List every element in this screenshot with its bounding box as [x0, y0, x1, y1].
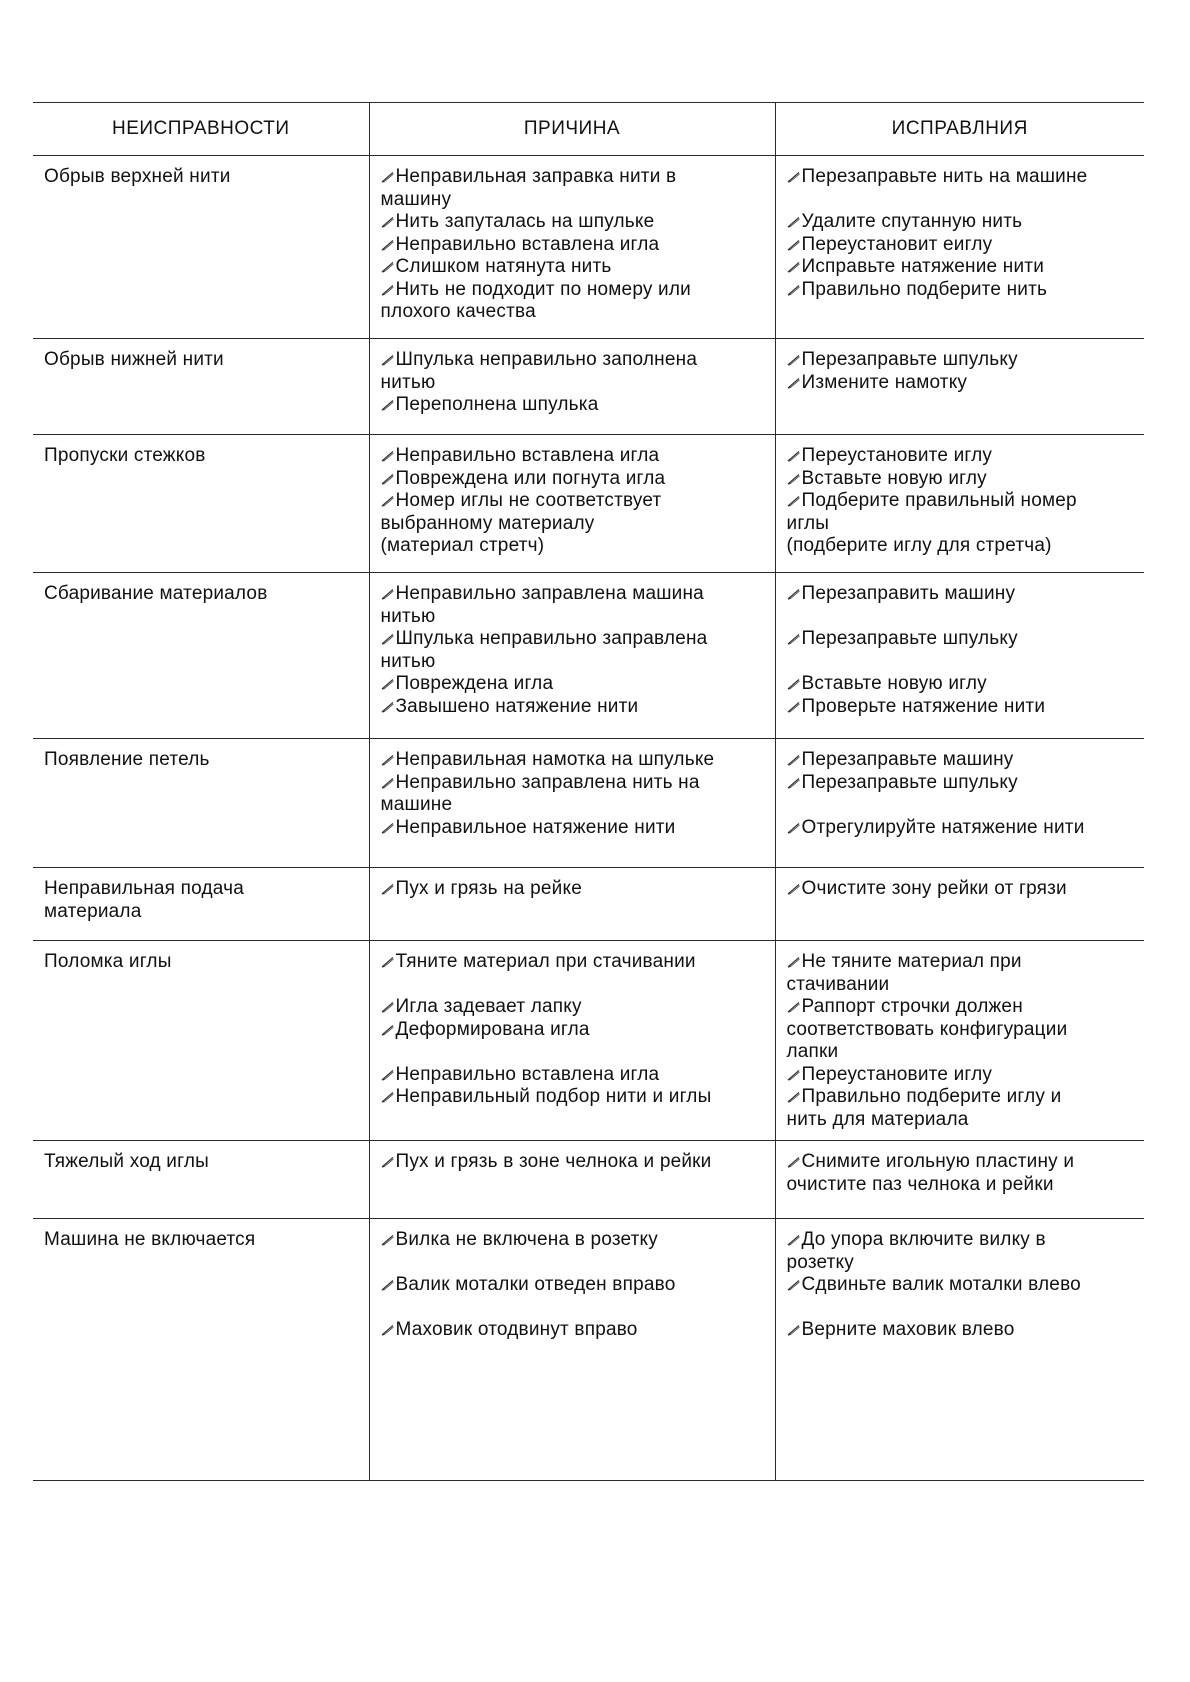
cause-line — [381, 1229, 767, 1252]
cause-text: Неправильная заправка нити в — [395, 166, 677, 187]
cause-text: Валик моталки отведен вправо — [395, 1274, 676, 1295]
cause-line — [381, 606, 767, 629]
fix-text: Вставьте новую иглу — [801, 673, 987, 694]
cause-line — [381, 513, 767, 536]
cause-cell — [369, 868, 775, 941]
problem-text: Обрыв нижней нити — [44, 349, 224, 370]
cause-line — [381, 772, 767, 795]
cause-line — [381, 1086, 767, 1109]
fix-line — [787, 1019, 1137, 1042]
pen-bullet-icon — [787, 239, 801, 251]
problem-cell — [33, 435, 369, 573]
fix-text: Перезаправьте шпульку — [801, 349, 1018, 370]
pen-bullet-icon — [381, 1234, 395, 1246]
pen-bullet-icon — [787, 1324, 801, 1336]
table-row — [33, 573, 1144, 739]
fix-line — [787, 513, 1137, 536]
pen-bullet-icon — [787, 284, 801, 296]
pen-bullet-icon — [787, 495, 801, 507]
cause-text: Шпулька неправильно заполнена — [395, 349, 698, 370]
pen-bullet-icon — [381, 171, 395, 183]
pen-bullet-icon — [381, 754, 395, 766]
pen-bullet-icon — [381, 1069, 395, 1081]
fix-cell — [775, 339, 1144, 435]
fix-text: Не тяните материал при — [801, 951, 1022, 972]
pen-bullet-icon — [787, 473, 801, 485]
troubleshooting-table — [33, 102, 1144, 1481]
cause-line — [381, 878, 767, 901]
pen-bullet-icon — [381, 777, 395, 789]
cause-line — [381, 1151, 767, 1174]
pen-bullet-icon — [381, 956, 395, 968]
cause-line — [381, 1064, 767, 1087]
pen-bullet-icon — [787, 822, 801, 834]
fix-line — [787, 279, 1137, 302]
table-row — [33, 1219, 1144, 1481]
pen-bullet-icon — [381, 261, 395, 273]
fix-line — [787, 749, 1137, 772]
cause-text: Нить запуталась на шпульке — [395, 211, 655, 232]
pen-bullet-icon — [787, 956, 801, 968]
cause-line — [381, 951, 767, 974]
cause-cell — [369, 435, 775, 573]
cause-text: Неправильно заправлена нить на — [395, 771, 700, 793]
fix-line — [787, 1174, 1137, 1197]
fix-text: иглы — [786, 512, 830, 534]
fix-cell — [775, 1219, 1144, 1481]
cause-line — [381, 211, 767, 234]
spacer — [381, 1252, 767, 1275]
fix-text: Перезаправьте машину — [801, 749, 1014, 770]
cause-text: Деформирована игла — [395, 1018, 590, 1040]
cause-text: (материал стретч) — [380, 535, 545, 556]
cause-text: Тяните материал при стачивании — [395, 951, 696, 972]
problem-text: материала — [44, 900, 142, 922]
cause-text: Повреждена или погнута игла — [395, 467, 666, 489]
fix-line — [787, 673, 1137, 696]
fix-line — [787, 878, 1137, 901]
cause-line — [381, 1019, 767, 1042]
pen-bullet-icon — [787, 1234, 801, 1246]
problem-cell — [33, 868, 369, 941]
pen-bullet-icon — [381, 701, 395, 713]
cause-cell — [369, 1141, 775, 1219]
fix-cell — [775, 1141, 1144, 1219]
pen-bullet-icon — [381, 284, 395, 296]
fix-text: Сдвиньте валик моталки влево — [801, 1274, 1081, 1295]
problem-cell — [33, 156, 369, 339]
cause-text: Пух и грязь на рейке — [395, 878, 582, 899]
spacer — [787, 606, 1137, 629]
spacer — [787, 1297, 1137, 1320]
cause-line — [381, 468, 767, 491]
pen-bullet-icon — [381, 1001, 395, 1013]
header-problems: НЕИСПРАВНОСТИ — [33, 103, 369, 156]
table-row — [33, 868, 1144, 941]
table-row — [33, 435, 1144, 573]
cause-text: Слишком натянута нить — [395, 256, 612, 277]
fix-cell — [775, 435, 1144, 573]
fix-line — [787, 951, 1137, 974]
fix-line — [787, 256, 1137, 279]
fix-text: Перезаправьте шпульку — [801, 771, 1018, 793]
fix-line — [787, 772, 1137, 795]
cause-line — [381, 794, 767, 817]
pen-bullet-icon — [381, 1279, 395, 1291]
table-row — [33, 156, 1144, 339]
fix-line — [787, 996, 1137, 1019]
problem-text: Появление петель — [44, 749, 210, 770]
cause-line — [381, 1274, 767, 1297]
problem-text: Машина не включается — [44, 1229, 256, 1250]
fix-line — [787, 211, 1137, 234]
fix-line — [787, 1252, 1137, 1275]
problem-text: Обрыв верхней нити — [44, 166, 231, 187]
cause-line — [381, 490, 767, 513]
cause-line — [381, 673, 767, 696]
problem-cell — [33, 739, 369, 868]
cause-line — [381, 256, 767, 279]
spacer — [787, 651, 1137, 674]
pen-bullet-icon — [787, 678, 801, 690]
cause-line — [381, 651, 767, 674]
table-row — [33, 1141, 1144, 1219]
pen-bullet-icon — [381, 450, 395, 462]
spacer — [381, 1297, 767, 1320]
cause-cell — [369, 1219, 775, 1481]
spacer — [787, 794, 1137, 817]
pen-bullet-icon — [381, 883, 395, 895]
fix-line — [787, 1151, 1137, 1174]
cause-text: Вилка не включена в розетку — [395, 1229, 658, 1250]
fix-text: Проверьте натяжение нити — [801, 695, 1046, 717]
fix-cell — [775, 739, 1144, 868]
cause-cell — [369, 739, 775, 868]
fix-text: Удалите спутанную нить — [801, 211, 1023, 232]
spacer — [787, 189, 1137, 212]
table-header-row — [33, 103, 1144, 156]
fix-line — [787, 349, 1137, 372]
fix-text: стачивании — [786, 973, 890, 995]
pen-bullet-icon — [381, 399, 395, 411]
cause-text: машине — [380, 794, 453, 815]
pen-bullet-icon — [787, 377, 801, 389]
cause-text: Маховик отодвинут вправо — [395, 1319, 638, 1340]
cause-text: выбранному материалу — [380, 512, 595, 534]
fix-text: Снимите игольную пластину и — [801, 1151, 1075, 1172]
fix-line — [787, 817, 1137, 840]
pen-bullet-icon — [381, 1156, 395, 1168]
pen-bullet-icon — [787, 450, 801, 462]
fix-text: лапки — [786, 1041, 839, 1062]
fix-line — [787, 1109, 1137, 1132]
cause-text: Переполнена шпулька — [395, 394, 599, 415]
fix-text: Верните маховик влево — [801, 1319, 1015, 1340]
fix-text: Правильно подберите иглу и — [801, 1086, 1062, 1107]
cause-text: машину — [380, 188, 452, 210]
cause-text: Пух и грязь в зоне челнока и рейки — [395, 1151, 712, 1172]
pen-bullet-icon — [787, 216, 801, 228]
pen-bullet-icon — [787, 883, 801, 895]
fix-cell — [775, 868, 1144, 941]
fix-line — [787, 628, 1137, 651]
cause-line — [381, 628, 767, 651]
cause-line — [381, 301, 767, 324]
cause-text: Номер иглы не соответствует — [395, 490, 662, 511]
fix-line — [787, 234, 1137, 257]
fix-text: Отрегулируйте натяжение нити — [801, 816, 1085, 838]
fix-text: Очистите зону рейки от грязи — [801, 878, 1067, 899]
fix-text: Переустановите иглу — [801, 445, 993, 466]
cause-line — [381, 535, 767, 558]
pen-bullet-icon — [381, 1091, 395, 1103]
fix-text: (подберите иглу для стретча) — [786, 535, 1052, 556]
pen-bullet-icon — [787, 1001, 801, 1013]
cause-text: Неправильно заправлена машина — [395, 583, 704, 604]
fix-line — [787, 166, 1137, 189]
header-fixes: ИСПРАВЛНИЯ — [775, 103, 1144, 156]
cause-line — [381, 234, 767, 257]
pen-bullet-icon — [787, 633, 801, 645]
cause-text: плохого качества — [380, 301, 536, 322]
spacer — [381, 974, 767, 997]
problem-text: Тяжелый ход иглы — [44, 1151, 209, 1172]
fix-line — [787, 372, 1137, 395]
fix-line — [787, 1064, 1137, 1087]
pen-bullet-icon — [787, 171, 801, 183]
problem-cell — [33, 941, 369, 1141]
fix-text: До упора включите вилку в — [801, 1229, 1046, 1250]
cause-line — [381, 279, 767, 302]
pen-bullet-icon — [381, 822, 395, 834]
pen-bullet-icon — [787, 701, 801, 713]
pen-bullet-icon — [787, 1091, 801, 1103]
cause-text: Повреждена игла — [395, 673, 554, 694]
problem-text: Поломка иглы — [44, 951, 172, 972]
fix-line — [787, 468, 1137, 491]
fix-text: Переустановите иглу — [801, 1063, 993, 1085]
problem-cell — [33, 573, 369, 739]
cause-text: Неправильная намотка на шпульке — [395, 749, 715, 770]
pen-bullet-icon — [381, 1024, 395, 1036]
fix-text: Вставьте новую иглу — [801, 467, 987, 489]
cause-line — [381, 166, 767, 189]
cause-cell — [369, 573, 775, 739]
pen-bullet-icon — [381, 216, 395, 228]
pen-bullet-icon — [381, 588, 395, 600]
fix-text: Измените намотку — [801, 371, 968, 393]
fix-line — [787, 490, 1137, 513]
cause-line — [381, 817, 767, 840]
fix-line — [787, 1319, 1137, 1342]
cause-text: Нить не подходит по номеру или — [395, 278, 691, 300]
fix-line — [787, 1086, 1137, 1109]
problem-text: Пропуски стежков — [44, 445, 206, 466]
cause-line — [381, 372, 767, 395]
header-causes: ПРИЧИНА — [369, 103, 775, 156]
pen-bullet-icon — [381, 473, 395, 485]
pen-bullet-icon — [787, 354, 801, 366]
fix-cell — [775, 941, 1144, 1141]
cause-text: Неправильно вставлена игла — [395, 233, 660, 255]
pen-bullet-icon — [787, 777, 801, 789]
cause-cell — [369, 156, 775, 339]
cause-text: нитью — [380, 605, 436, 627]
cause-text: Игла задевает лапку — [395, 996, 582, 1017]
cause-text: нитью — [380, 650, 436, 672]
pen-bullet-icon — [787, 261, 801, 273]
cause-line — [381, 445, 767, 468]
fix-text: Перезаправить машину — [801, 583, 1016, 604]
cause-line — [381, 1319, 767, 1342]
pen-bullet-icon — [381, 495, 395, 507]
cause-line — [381, 349, 767, 372]
spacer — [381, 1041, 767, 1064]
cause-text: Неправильно вставлена игла — [395, 445, 660, 466]
fix-line — [787, 583, 1137, 606]
cause-text: Неправильно вставлена игла — [395, 1063, 660, 1085]
cause-cell — [369, 339, 775, 435]
pen-bullet-icon — [381, 678, 395, 690]
fix-cell — [775, 573, 1144, 739]
cause-text: Неправильное натяжение нити — [395, 816, 676, 838]
problem-text: Неправильная подача — [44, 878, 244, 899]
cause-cell — [369, 941, 775, 1141]
fix-line — [787, 445, 1137, 468]
fix-line — [787, 1274, 1137, 1297]
fix-line — [787, 974, 1137, 997]
fix-text: Подберите правильный номер — [801, 490, 1077, 511]
problem-cell — [33, 1141, 369, 1219]
pen-bullet-icon — [787, 754, 801, 766]
pen-bullet-icon — [787, 1069, 801, 1081]
pen-bullet-icon — [787, 1156, 801, 1168]
fix-text: очистите паз челнока и рейки — [786, 1173, 1054, 1195]
cause-line — [381, 696, 767, 719]
cause-line — [381, 189, 767, 212]
cause-text: Шпулька неправильно заправлена — [395, 628, 708, 649]
fix-line — [787, 1041, 1137, 1064]
pen-bullet-icon — [381, 1324, 395, 1336]
fix-text: Переустановит еиглу — [801, 233, 993, 255]
cause-text: нитью — [380, 371, 436, 393]
table-row — [33, 339, 1144, 435]
cause-text: Неправильный подбор нити и иглы — [395, 1086, 712, 1107]
fix-line — [787, 1229, 1137, 1252]
fix-cell — [775, 156, 1144, 339]
pen-bullet-icon — [787, 588, 801, 600]
fix-text: розетку — [786, 1251, 854, 1273]
cause-line — [381, 996, 767, 1019]
table-row — [33, 941, 1144, 1141]
pen-bullet-icon — [381, 633, 395, 645]
fix-line — [787, 535, 1137, 558]
fix-text: Исправьте натяжение нити — [801, 256, 1045, 277]
fix-text: Правильно подберите нить — [801, 278, 1048, 300]
cause-line — [381, 394, 767, 417]
pen-bullet-icon — [381, 239, 395, 251]
problem-cell — [33, 1219, 369, 1481]
fix-text: нить для материала — [786, 1108, 969, 1130]
pen-bullet-icon — [787, 1279, 801, 1291]
fix-text: Перезаправьте нить на машине — [801, 166, 1088, 187]
fix-text: Перезаправьте шпульку — [801, 628, 1018, 649]
cause-text: Завышено натяжение нити — [395, 695, 639, 717]
cause-line — [381, 749, 767, 772]
cause-line — [381, 583, 767, 606]
pen-bullet-icon — [381, 354, 395, 366]
fix-text: Раппорт строчки должен — [801, 996, 1023, 1017]
table-row — [33, 739, 1144, 868]
fix-line — [787, 696, 1137, 719]
problem-text: Сбаривание материалов — [44, 583, 268, 604]
fix-text: соответствовать конфигурации — [786, 1018, 1068, 1040]
problem-cell — [33, 339, 369, 435]
